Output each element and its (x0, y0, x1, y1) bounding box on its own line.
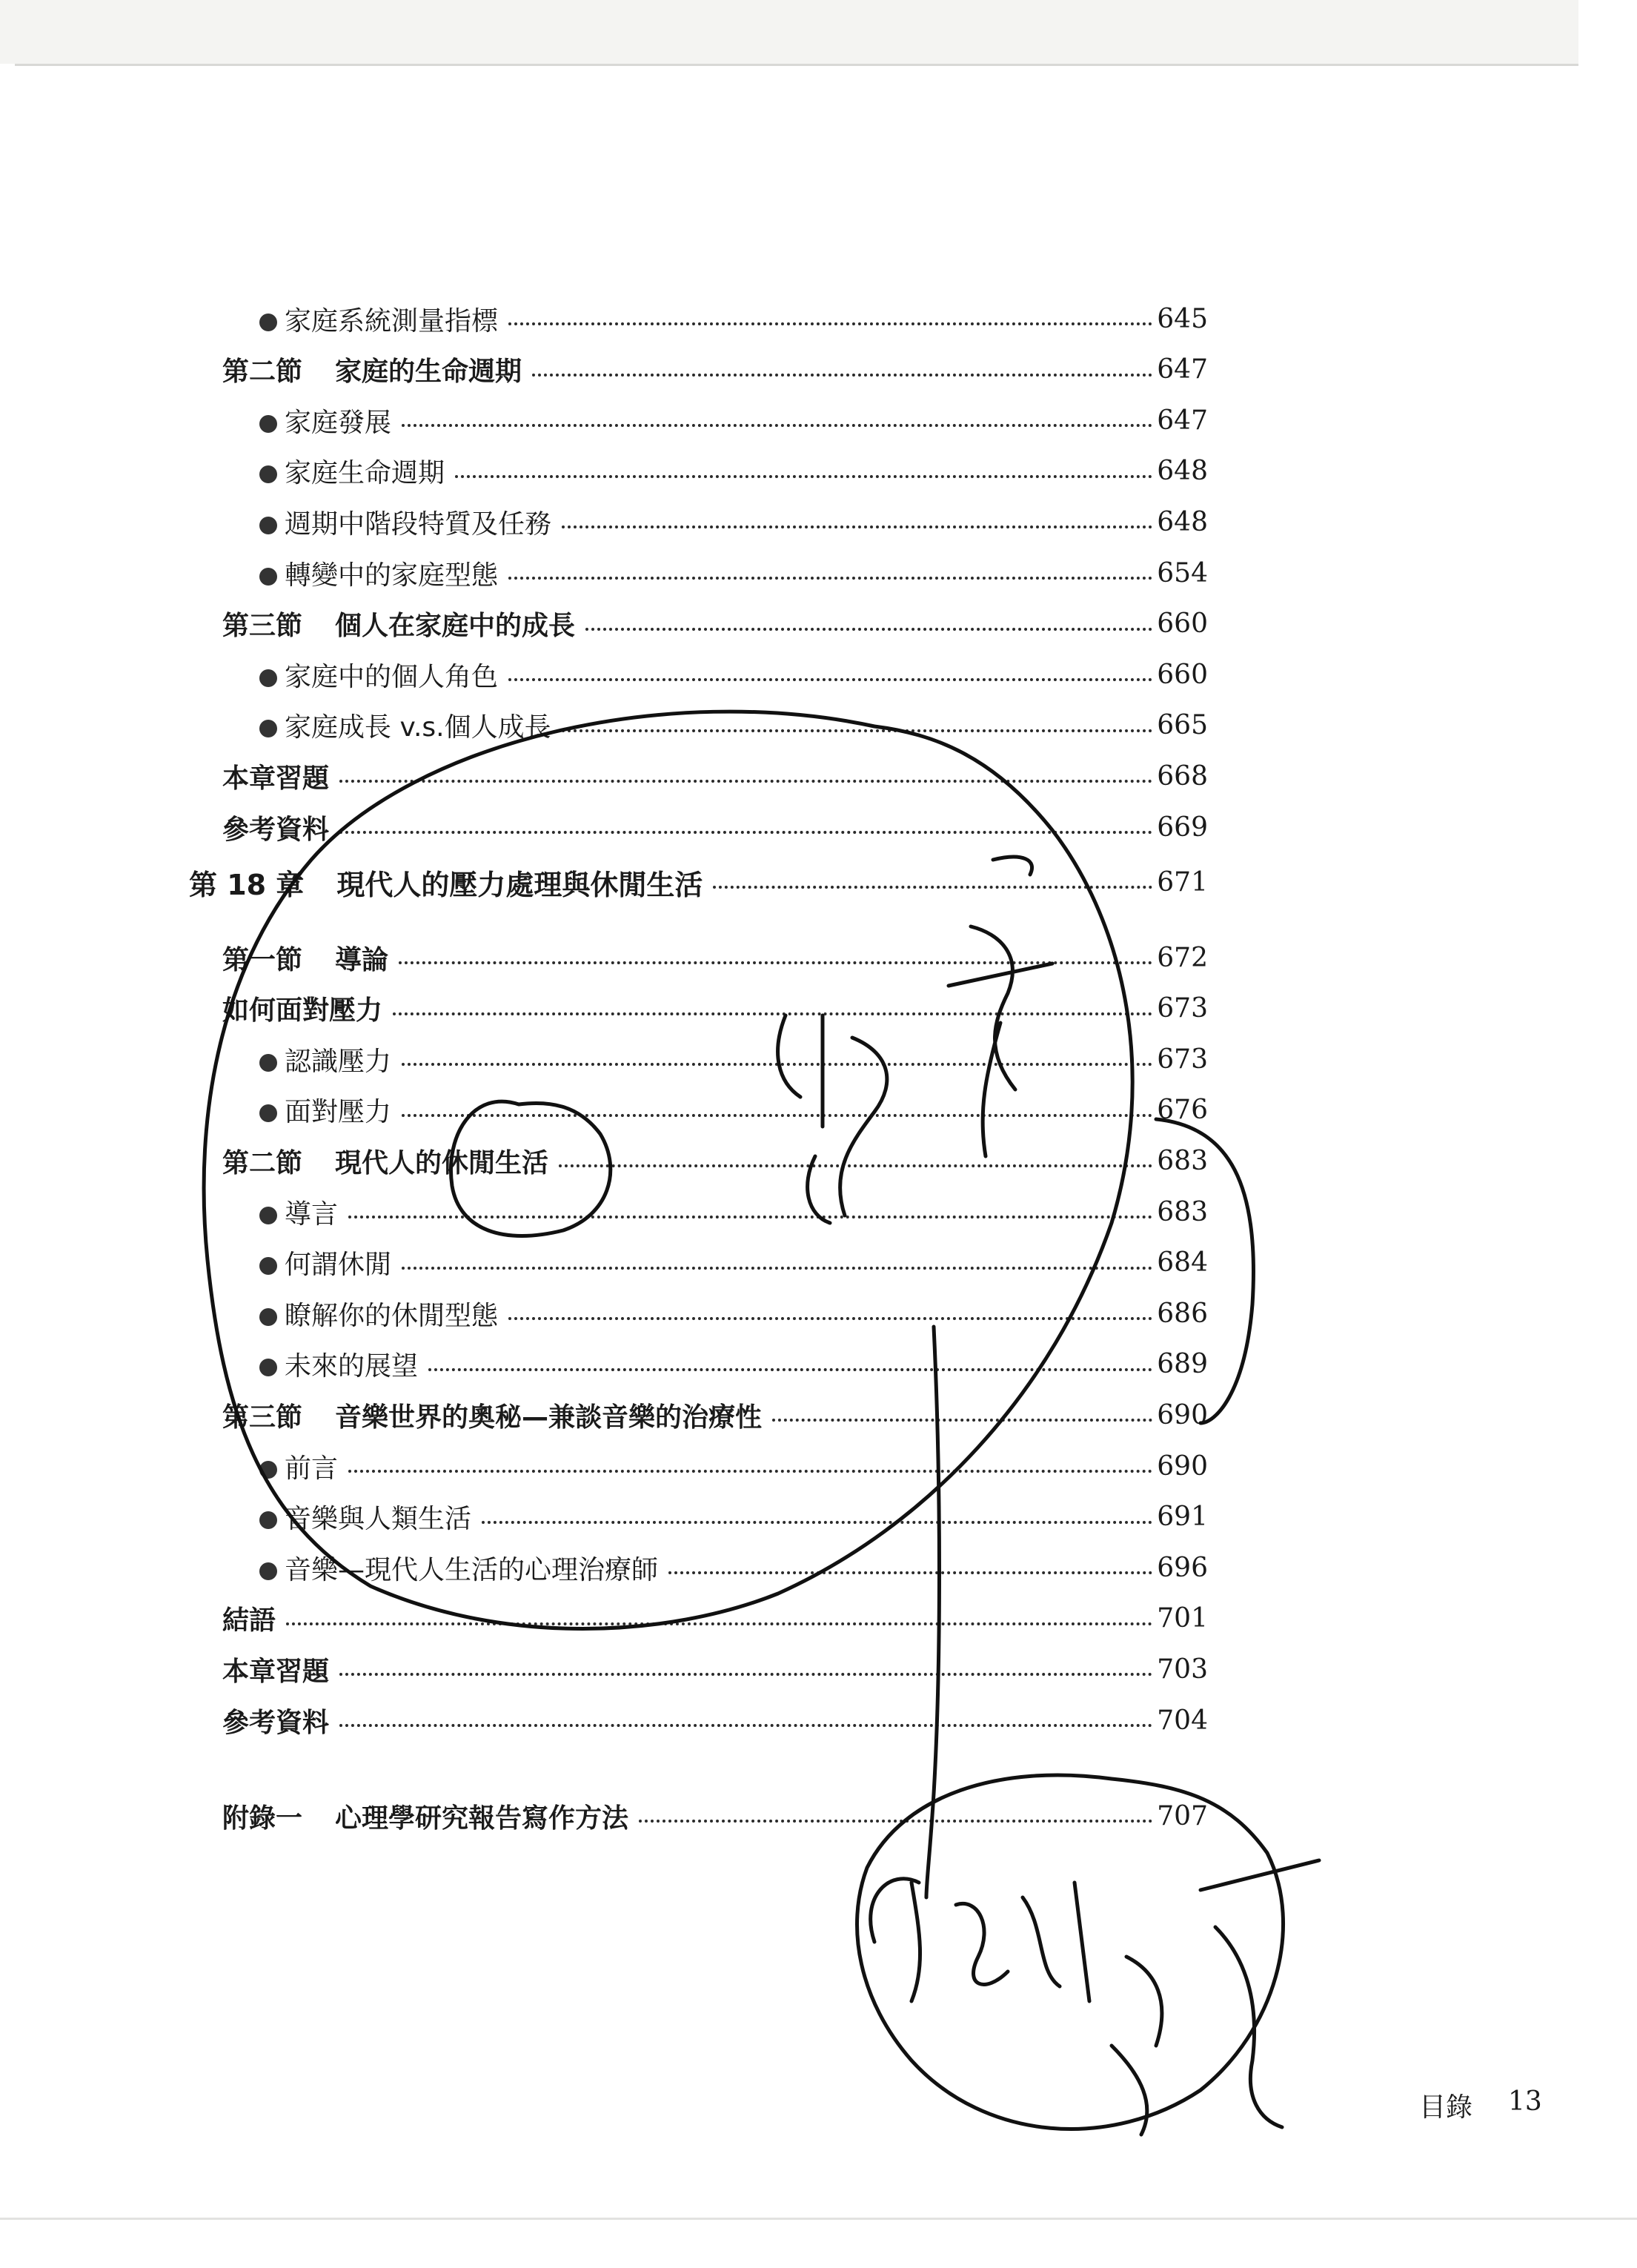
toc-entry-page: 665 (1157, 710, 1208, 741)
leader-dots (713, 863, 1152, 889)
toc-entry (259, 500, 1208, 544)
toc-entry (222, 935, 1208, 980)
toc-entry-number: 第三節 (222, 1402, 303, 1433)
leader-dots (393, 990, 1152, 1015)
toc-entry (259, 1495, 1208, 1539)
toc-entry-page: 671 (1157, 866, 1208, 898)
toc-entry-page: 701 (1157, 1603, 1208, 1634)
leader-dots (559, 1142, 1152, 1167)
leader-dots (402, 402, 1152, 427)
toc-entry (222, 1794, 1208, 1838)
leader-dots (402, 1244, 1152, 1270)
toc-entry-title: 本章習題 (222, 763, 330, 794)
toc-entry-title: 前言 (285, 1453, 339, 1484)
toc-entry (259, 1190, 1208, 1234)
toc-entry-page: 707 (1157, 1800, 1208, 1831)
toc-entry-page: 648 (1157, 456, 1208, 487)
toc-entry-number: 第二節 (222, 357, 303, 388)
toc-entry-page: 668 (1157, 760, 1208, 792)
toc-entry-label (222, 351, 522, 388)
toc-entry-page: 660 (1157, 659, 1208, 690)
toc-entry-title: 面對壓力 (285, 1097, 392, 1128)
toc-entry (259, 1291, 1208, 1336)
leader-dots (668, 1549, 1152, 1574)
toc-entry-label (222, 1702, 329, 1740)
toc-entry-label (259, 1345, 418, 1383)
toc-entry-page: 645 (1157, 303, 1208, 334)
toc-entry-title: 家庭發展 (285, 407, 392, 438)
toc-entry (259, 703, 1208, 748)
leader-dots (508, 554, 1152, 580)
toc-entry-label (259, 1091, 391, 1129)
leader-dots (339, 757, 1152, 783)
toc-entry-label (259, 554, 498, 592)
toc-entry-title: 瞭解你的休閒型態 (285, 1300, 499, 1331)
bullet-icon (259, 669, 277, 687)
toc-entry-label (259, 1193, 338, 1231)
bullet-icon (259, 1562, 277, 1580)
toc-entry-page: 648 (1157, 506, 1208, 537)
leader-dots (402, 1041, 1152, 1066)
toc-entry (222, 754, 1208, 798)
toc-entry-number: 第三節 (222, 611, 303, 642)
toc-entry (259, 296, 1208, 341)
toc-entry (259, 1037, 1208, 1081)
toc-entry-title: 何謂休閒 (285, 1250, 392, 1281)
toc-entry-label (259, 452, 445, 490)
toc-entry-page: 704 (1157, 1705, 1208, 1736)
leader-dots (508, 300, 1152, 325)
leader-dots (508, 656, 1152, 681)
toc-entry (259, 1342, 1208, 1387)
toc-entry-label (259, 1041, 391, 1078)
toc-entry-title: 導論 (335, 944, 389, 975)
toc-entry-title: 音樂世界的奧秘—兼談音樂的治療性 (335, 1402, 763, 1433)
leader-dots (399, 939, 1152, 964)
toc-entry (222, 348, 1208, 392)
bullet-icon (259, 314, 277, 331)
bullet-icon (259, 720, 277, 737)
bullet-icon (259, 465, 277, 483)
toc-entry-title: 如何面對壓力 (222, 995, 383, 1027)
leader-dots (455, 453, 1152, 478)
toc-entry-page: 647 (1157, 405, 1208, 436)
toc-entry-page: 669 (1157, 812, 1208, 843)
toc-entry-title: 轉變中的家庭型態 (285, 560, 499, 591)
toc-entry-label (259, 402, 391, 440)
toc-entry-label (222, 939, 388, 977)
toc-entry (259, 652, 1208, 697)
leader-dots (508, 1295, 1152, 1320)
toc-entry-label (222, 605, 575, 643)
toc-entry-label (222, 1396, 762, 1434)
toc-entry-title: 認識壓力 (285, 1046, 392, 1077)
leader-dots (402, 1092, 1152, 1117)
toc-entry-title: 週期中階段特質及任務 (285, 508, 552, 540)
toc-entry-number: 第 18 章 (189, 868, 305, 901)
page-number: 13 (1508, 2086, 1542, 2117)
toc-entry-page: 673 (1157, 1044, 1208, 1075)
toc-entry (222, 1698, 1208, 1743)
toc-entry-number: 第二節 (222, 1147, 303, 1178)
toc-entry-page: 673 (1157, 993, 1208, 1024)
toc-entry-title: 現代人的壓力處理與休閒生活 (336, 868, 703, 901)
toc-entry-page: 691 (1157, 1502, 1208, 1533)
bullet-icon (259, 1257, 277, 1275)
bullet-icon (259, 517, 277, 534)
toc-entry (259, 449, 1208, 494)
toc-entry-label (222, 1142, 548, 1180)
bullet-icon (259, 1054, 277, 1072)
leader-dots (348, 1193, 1152, 1218)
toc-entry (259, 1088, 1208, 1133)
leader-dots (286, 1600, 1152, 1625)
toc-entry-title: 家庭的生命週期 (335, 357, 522, 388)
leader-dots (339, 1651, 1152, 1676)
toc-entry (222, 1138, 1208, 1183)
toc-entry-title: 家庭成長 v.s.個人成長 (285, 712, 551, 743)
leader-dots (482, 1499, 1152, 1524)
toc-entry-label (222, 1651, 329, 1688)
toc-entry-label (222, 1599, 276, 1637)
toc-entry-page: 654 (1157, 557, 1208, 588)
toc-entry (259, 1444, 1208, 1488)
leader-dots (428, 1346, 1152, 1371)
toc-entry-title: 心理學研究報告寫作方法 (335, 1803, 629, 1834)
toc-entry-label (259, 503, 551, 541)
leader-dots (639, 1797, 1152, 1823)
toc-entry-title: 個人在家庭中的成長 (335, 611, 576, 642)
leader-dots (562, 707, 1153, 732)
toc-entry-title: 參考資料 (222, 1707, 330, 1738)
toc-entry-page: 660 (1157, 609, 1208, 640)
bullet-icon (259, 1511, 277, 1529)
toc-entry-page: 672 (1157, 942, 1208, 973)
toc-entry-label (222, 989, 382, 1027)
bullet-icon (259, 1359, 277, 1376)
toc-entry-label (259, 1498, 471, 1536)
toc-entry-number: 附錄一 (222, 1803, 303, 1834)
toc-entry (259, 551, 1208, 595)
toc-entry-page: 647 (1157, 354, 1208, 385)
toc-entry-page: 696 (1157, 1552, 1208, 1583)
toc-entry-number: 第一節 (222, 944, 303, 975)
toc-entry-title: 音樂與人類生活 (285, 1504, 472, 1535)
toc-entry (222, 1647, 1208, 1691)
toc-entry-title: 結語 (222, 1605, 276, 1637)
bullet-icon (259, 1207, 277, 1224)
toc-entry-label (259, 300, 498, 338)
toc-entry-title: 家庭中的個人角色 (285, 661, 499, 692)
toc-entry-label (222, 1797, 628, 1835)
footer-label: 目錄 (1419, 2092, 1473, 2123)
leader-dots (348, 1448, 1152, 1473)
toc-entry (222, 805, 1208, 849)
toc-entry-page: 689 (1157, 1349, 1208, 1380)
bullet-icon (259, 415, 277, 433)
toc-entry (259, 398, 1208, 442)
toc-entry-label (259, 1448, 338, 1485)
toc-entry-title: 參考資料 (222, 814, 330, 845)
toc-entry-label (189, 862, 703, 903)
toc-entry (222, 987, 1208, 1031)
toc-entry-page: 676 (1157, 1095, 1208, 1126)
toc-entry-page: 686 (1157, 1298, 1208, 1329)
toc-entry-title: 家庭系統測量指標 (285, 305, 499, 336)
leader-dots (339, 1702, 1152, 1727)
toc-entry-page: 683 (1157, 1196, 1208, 1227)
toc-entry (259, 1545, 1208, 1590)
leader-dots (339, 809, 1152, 834)
leader-dots (532, 351, 1152, 377)
toc-entry-page: 690 (1157, 1399, 1208, 1430)
toc-entry (259, 1241, 1208, 1285)
toc-entry (222, 602, 1208, 646)
toc-entry-page: 684 (1157, 1247, 1208, 1279)
toc-entry-page: 683 (1157, 1145, 1208, 1176)
bullet-icon (259, 1308, 277, 1326)
toc-entry (189, 860, 1208, 904)
toc-entry-label (259, 706, 551, 744)
toc-entry-title: 音樂—現代人生活的心理治療師 (285, 1554, 659, 1585)
bullet-icon (259, 1461, 277, 1479)
toc-entry-title: 本章習題 (222, 1656, 330, 1687)
toc-entry-page: 690 (1157, 1450, 1208, 1482)
toc-entry-title: 家庭生命週期 (285, 458, 445, 489)
toc-entry (222, 1393, 1208, 1437)
bullet-icon (259, 568, 277, 586)
bullet-icon (259, 1104, 277, 1122)
leader-dots (772, 1396, 1152, 1422)
toc-entry-label (222, 809, 329, 846)
toc-entry-label (259, 1295, 498, 1333)
toc-entry-label (222, 757, 329, 795)
toc-entry-title: 導言 (285, 1198, 339, 1230)
toc-entry-title: 現代人的休閒生活 (335, 1147, 549, 1178)
toc-entry-label (259, 656, 498, 694)
leader-dots (585, 606, 1152, 631)
toc-entry-label (259, 1549, 658, 1587)
toc-entry-title: 未來的展望 (285, 1351, 419, 1382)
toc-entry (222, 1596, 1208, 1641)
leader-dots (562, 503, 1152, 528)
toc-entry-page: 703 (1157, 1654, 1208, 1685)
toc-entry-label (259, 1244, 391, 1281)
